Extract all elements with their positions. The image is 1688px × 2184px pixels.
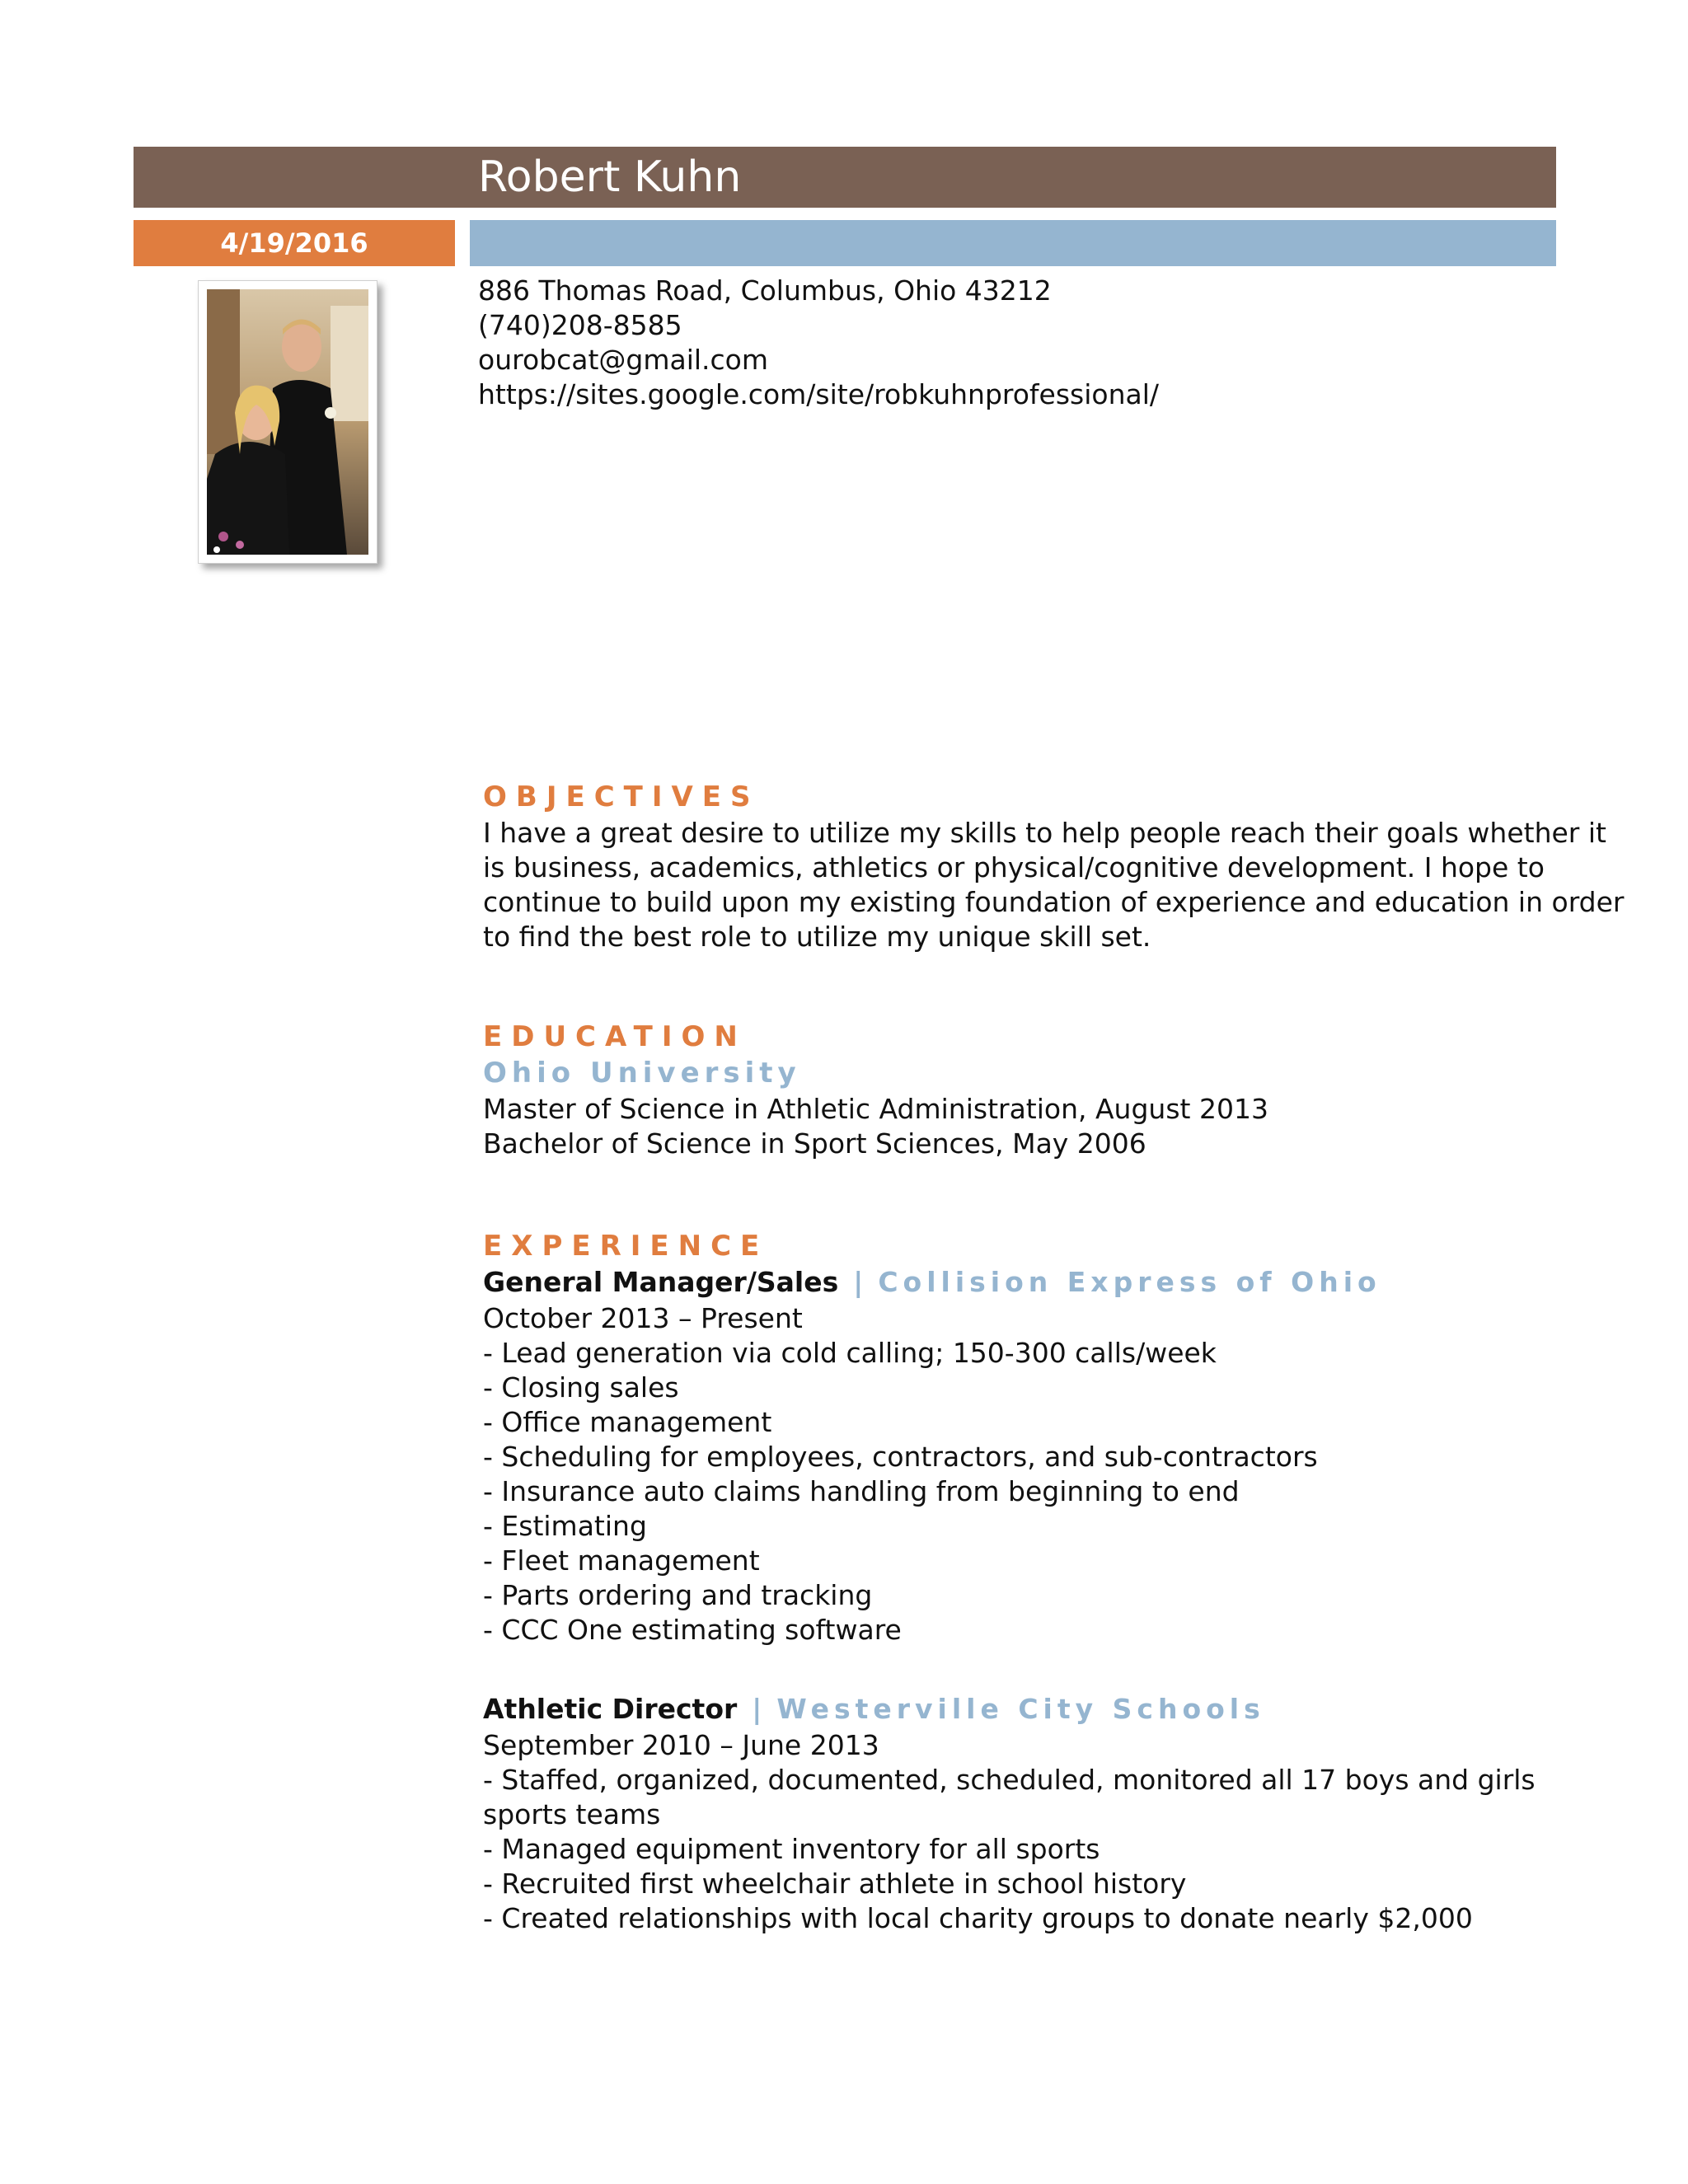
degree-item: Bachelor of Science in Sport Sciences, May 2006 [483, 1127, 1146, 1160]
job-bullet: - Managed equipment inventory for all sports [483, 1833, 1100, 1865]
contact-block [478, 274, 1159, 412]
date-bar [134, 220, 455, 266]
job-bullet: - CCC One estimating software [483, 1614, 902, 1646]
job-bullet: - Lead generation via cold calling; 150-300 calls/week [483, 1337, 1217, 1369]
education-heading: EDUCATION [483, 1020, 747, 1053]
job-details [483, 1301, 1546, 1647]
job-bullet: - Parts ordering and tracking [483, 1579, 873, 1611]
job-header [483, 1265, 1381, 1300]
job-bullet: - Staffed, organized, documented, scheduled, monitored all 17 boys and girls [483, 1764, 1536, 1796]
phone: (740)208-8585 [478, 309, 682, 341]
website-link[interactable]: https://sites.google.com/site/robkuhnprofessional/ [478, 378, 1160, 410]
degree-item: Master of Science in Athletic Administration, August 2013 [483, 1093, 1268, 1125]
job-details [483, 1728, 1546, 1936]
accent-bar [470, 220, 1556, 266]
profile-photo [198, 280, 377, 564]
job-bullet: - Created relationships with local charity groups to donate nearly $2,000 [483, 1902, 1473, 1934]
job-dates: October 2013 – Present [483, 1302, 803, 1334]
objectives-line: to find the best role to utilize my unique skill set. [483, 921, 1151, 953]
job-bullet: - Closing sales [483, 1371, 679, 1404]
degrees-list [483, 1092, 1546, 1161]
job-header [483, 1692, 1265, 1727]
name-bar [134, 147, 1556, 208]
objectives-line: is business, academics, athletics or physical/cognitive development. I hope to [483, 851, 1545, 883]
job-dates: September 2010 – June 2013 [483, 1729, 879, 1761]
objectives-text [483, 816, 1625, 954]
photo-image [207, 289, 368, 555]
job-separator: | [853, 1266, 864, 1298]
experience-heading: EXPERIENCE [483, 1230, 769, 1263]
objectives-heading: OBJECTIVES [483, 780, 760, 813]
job-bullet: - Insurance auto claims handling from beginning to end [483, 1475, 1240, 1507]
job-bullet: - Fleet management [483, 1544, 760, 1577]
candidate-name: Robert Kuhn [478, 152, 742, 202]
job-title: Athletic Director [483, 1693, 738, 1725]
job-bullet: sports teams [483, 1798, 661, 1830]
objectives-line: continue to build upon my existing foundation of experience and education in order [483, 886, 1625, 918]
job-bullet: - Office management [483, 1406, 772, 1438]
job-bullet: - Recruited first wheelchair athlete in school history [483, 1868, 1187, 1900]
job-company: Westerville City Schools [776, 1693, 1265, 1725]
job-company: Collision Express of Ohio [878, 1266, 1381, 1298]
job-bullet: - Estimating [483, 1510, 647, 1542]
email-link[interactable]: ourobcat@gmail.com [478, 344, 769, 376]
resume-date: 4/19/2016 [220, 227, 368, 259]
job-bullet: - Scheduling for employees, contractors, and sub-contractors [483, 1441, 1318, 1473]
job-title: General Manager/Sales [483, 1266, 839, 1298]
job-separator: | [752, 1693, 762, 1725]
address: 886 Thomas Road, Columbus, Ohio 43212 [478, 274, 1052, 307]
school-name: Ohio University [483, 1057, 801, 1090]
objectives-line: I have a great desire to utilize my skills to help people reach their goals whether it [483, 817, 1606, 849]
